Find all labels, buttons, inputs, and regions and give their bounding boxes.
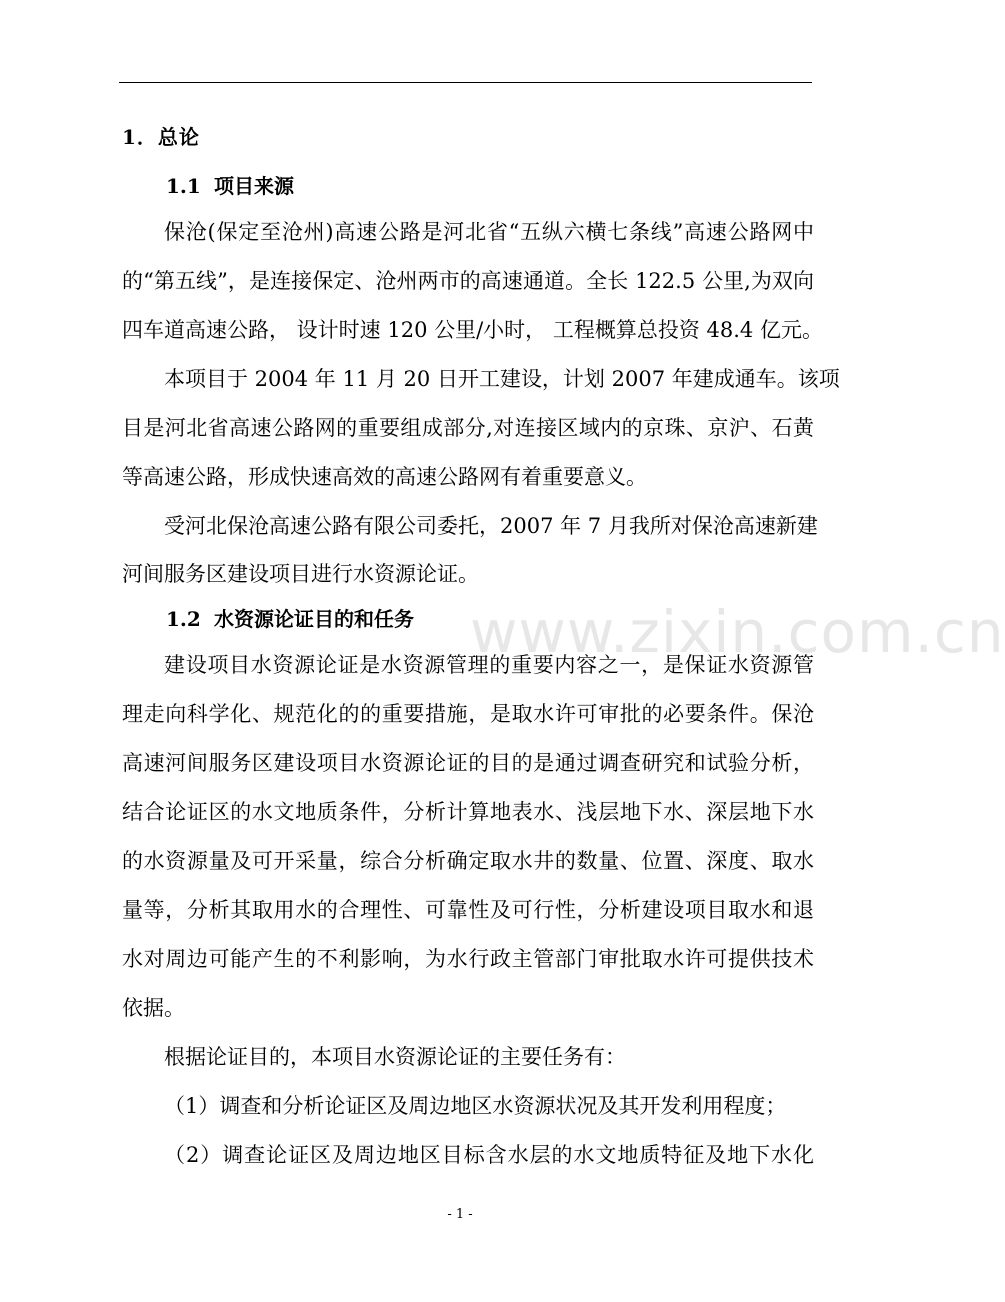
chapter-heading: 1．总论 [122,125,200,149]
paragraph-line: 建设项目水资源论证是水资源管理的重要内容之一，是保证水资源管 [164,653,814,677]
paragraph-line: 结合论证区的水文地质条件，分析计算地表水、浅层地下水、深层地下水 [122,800,814,824]
paragraph-line: 依据。 [122,996,185,1020]
section-heading-1-2 [166,604,414,634]
paragraph-line: 水对周边可能产生的不利影响，为水行政主管部门审批取水许可提供技术 [122,947,814,971]
paragraph-line: 等高速公路，形成快速高效的高速公路网有着重要意义。 [122,465,647,489]
paragraph-line: 本项目于 2004 年 11 月 20 日开工建设，计划 2007 年建成通车。该项 [164,367,840,391]
list-item: （1）调查和分析论证区及周边地区水资源状况及其开发利用程度； [164,1094,787,1118]
paragraph-line: 理走向科学化、规范化的的重要措施，是取水许可审批的必要条件。保沧 [122,702,814,726]
section-number: 1.2 [166,607,201,631]
section-title: 项目来源 [214,174,294,198]
paragraph-line: 四车道高速公路， 设计时速 120 公里/小时， 工程概算总投资 48.4 亿元。 [122,318,823,342]
section-number: 1.1 [166,174,201,198]
paragraph-line: 的水资源量及可开采量，综合分析确定取水井的数量、位置、深度、取水 [122,849,814,873]
section-title: 水资源论证目的和任务 [214,607,414,631]
paragraph-line: 受河北保沧高速公路有限公司委托，2007 年 7 月我所对保沧高速新建 [164,514,818,538]
paragraph-line: 保沧(保定至沧州)高速公路是河北省“五纵六横七条线”高速公路网中 [164,220,814,244]
section-heading-1-1 [166,171,294,201]
page-number: - 1 - [447,1207,473,1222]
header-rule [119,82,812,83]
paragraph-line: 量等，分析其取用水的合理性、可靠性及可行性，分析建设项目取水和退 [122,898,814,922]
watermark: www.zixin.com.cn [470,598,1005,666]
paragraph-line: 目是河北省高速公路网的重要组成部分,对连接区域内的京珠、京沪、石黄 [122,416,814,440]
paragraph-line: 根据论证目的，本项目水资源论证的主要任务有： [164,1045,626,1069]
paragraph-line: 河间服务区建设项目进行水资源论证。 [122,562,479,586]
paragraph-line: 的“第五线”，是连接保定、沧州两市的高速通道。全长 122.5 公里,为双向 [122,269,814,293]
paragraph-line: 高速河间服务区建设项目水资源论证的目的是通过调查研究和试验分析， [122,751,814,775]
list-item: （2）调查论证区及周边地区目标含水层的水文地质特征及地下水化 [164,1143,814,1167]
